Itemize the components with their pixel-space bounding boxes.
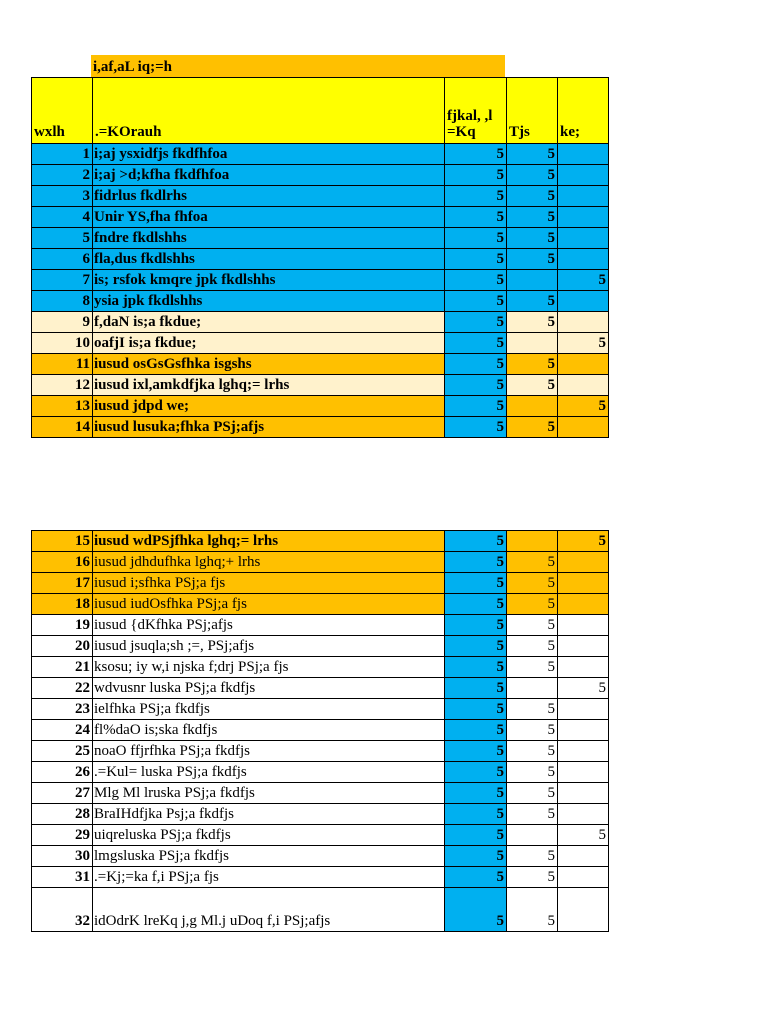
table-row	[32, 699, 609, 720]
row-number: 19	[32, 615, 93, 636]
table-row	[32, 312, 609, 333]
row-value-c: 5	[445, 846, 507, 867]
row-value-e	[558, 804, 609, 825]
table-row	[32, 186, 609, 207]
row-name: lmgsluska PSj;a fkdfjs	[93, 846, 445, 867]
row-name: fl%daO is;ska fkdfjs	[93, 720, 445, 741]
table-row	[32, 741, 609, 762]
row-value-e: 5	[558, 531, 609, 552]
row-value-c: 5	[445, 804, 507, 825]
header-d: Tjs	[507, 78, 558, 144]
table-row	[32, 531, 609, 552]
table-row	[32, 615, 609, 636]
row-value-c: 5	[445, 333, 507, 354]
row-value-e	[558, 741, 609, 762]
row-value-e: 5	[558, 396, 609, 417]
row-name: oafjI is;a fkdue;	[93, 333, 445, 354]
row-value-c: 5	[445, 144, 507, 165]
row-number: 3	[32, 186, 93, 207]
row-value-c: 5	[445, 657, 507, 678]
row-value-e	[558, 867, 609, 888]
row-value-d: 5	[507, 867, 558, 888]
row-value-c: 5	[445, 531, 507, 552]
row-value-d: 5	[507, 594, 558, 615]
row-number: 27	[32, 783, 93, 804]
table-row	[32, 594, 609, 615]
row-name: iusud lusuka;fhka PSj;afjs	[93, 417, 445, 438]
table-row	[32, 228, 609, 249]
row-value-e	[558, 720, 609, 741]
table-row	[32, 354, 609, 375]
row-number: 30	[32, 846, 93, 867]
table-row	[32, 552, 609, 573]
table-row	[32, 375, 609, 396]
row-name: iusud wdPSjfhka lghq;= lrhs	[93, 531, 445, 552]
row-name: iusud {dKfhka PSj;afjs	[93, 615, 445, 636]
row-name: ksosu; iy w,i njska f;drj PSj;a fjs	[93, 657, 445, 678]
row-value-d: 5	[507, 846, 558, 867]
row-number: 12	[32, 375, 93, 396]
row-value-c: 5	[445, 249, 507, 270]
row-value-c: 5	[445, 375, 507, 396]
row-value-e	[558, 594, 609, 615]
row-number: 10	[32, 333, 93, 354]
row-value-e	[558, 762, 609, 783]
row-value-e: 5	[558, 333, 609, 354]
table-part-2	[31, 530, 609, 932]
row-value-c: 5	[445, 720, 507, 741]
row-name: ielfhka PSj;a fkdfjs	[93, 699, 445, 720]
row-value-e	[558, 573, 609, 594]
header-name: .=KOrauh	[93, 78, 445, 144]
row-value-d: 5	[507, 762, 558, 783]
row-number: 21	[32, 657, 93, 678]
table-part-1	[31, 77, 609, 438]
header-c: fjkal, ,l =Kq	[445, 78, 507, 144]
row-number: 25	[32, 741, 93, 762]
row-value-e	[558, 312, 609, 333]
table-row	[32, 270, 609, 291]
row-value-d: 5	[507, 783, 558, 804]
row-name: iusud iudOsfhka PSj;a fjs	[93, 594, 445, 615]
row-name: uiqreluska PSj;a fkdfjs	[93, 825, 445, 846]
row-value-c: 5	[445, 594, 507, 615]
row-value-d: 5	[507, 615, 558, 636]
row-value-e: 5	[558, 825, 609, 846]
row-number: 9	[32, 312, 93, 333]
row-value-e	[558, 354, 609, 375]
row-value-c: 5	[445, 741, 507, 762]
row-value-e	[558, 783, 609, 804]
row-value-d: 5	[507, 636, 558, 657]
row-value-d: 5	[507, 249, 558, 270]
table-row	[32, 207, 609, 228]
row-value-e	[558, 699, 609, 720]
row-number: 31	[32, 867, 93, 888]
table-row	[32, 291, 609, 312]
row-value-e	[558, 657, 609, 678]
row-value-d: 5	[507, 888, 558, 932]
row-name: iusud jsuqla;sh ;=, PSj;afjs	[93, 636, 445, 657]
table-row	[32, 573, 609, 594]
row-number: 5	[32, 228, 93, 249]
row-value-c: 5	[445, 888, 507, 932]
row-value-e	[558, 165, 609, 186]
row-name: .=Kul= luska PSj;a fkdfjs	[93, 762, 445, 783]
row-value-d: 5	[507, 165, 558, 186]
row-value-e	[558, 144, 609, 165]
table-row	[32, 846, 609, 867]
row-value-e	[558, 228, 609, 249]
row-value-d	[507, 531, 558, 552]
header-no: wxlh	[32, 78, 93, 144]
row-number: 18	[32, 594, 93, 615]
row-value-e	[558, 846, 609, 867]
row-name: fla,dus fkdlshhs	[93, 249, 445, 270]
table-row	[32, 396, 609, 417]
row-number: 26	[32, 762, 93, 783]
row-value-c: 5	[445, 615, 507, 636]
row-value-c: 5	[445, 699, 507, 720]
row-value-d	[507, 678, 558, 699]
row-name: fidrlus fkdlrhs	[93, 186, 445, 207]
row-value-d: 5	[507, 741, 558, 762]
row-value-d: 5	[507, 144, 558, 165]
sheet-title: i,af,aL iq;=h	[91, 55, 505, 77]
row-name: fndre fkdlshhs	[93, 228, 445, 249]
row-value-d: 5	[507, 552, 558, 573]
table-row	[32, 720, 609, 741]
row-name: noaO ffjrfhka PSj;a fkdfjs	[93, 741, 445, 762]
table-row	[32, 783, 609, 804]
table-row	[32, 333, 609, 354]
row-number: 15	[32, 531, 93, 552]
row-value-e	[558, 291, 609, 312]
row-value-d: 5	[507, 228, 558, 249]
table-row	[32, 804, 609, 825]
table-row	[32, 657, 609, 678]
row-value-d: 5	[507, 573, 558, 594]
row-value-e: 5	[558, 678, 609, 699]
row-name: iusud osGsGsfhka isgshs	[93, 354, 445, 375]
row-value-c: 5	[445, 867, 507, 888]
row-number: 13	[32, 396, 93, 417]
row-number: 23	[32, 699, 93, 720]
row-name: idOdrK lreKq j,g Ml.j uDoq f,i PSj;afjs	[93, 888, 445, 932]
row-value-e	[558, 888, 609, 932]
table-row	[32, 249, 609, 270]
row-name: f,daN is;a fkdue;	[93, 312, 445, 333]
table-row	[32, 417, 609, 438]
row-value-c: 5	[445, 354, 507, 375]
row-name: ysia jpk fkdlshhs	[93, 291, 445, 312]
row-value-e: 5	[558, 270, 609, 291]
row-name: iusud ixl,amkdfjka lghq;= lrhs	[93, 375, 445, 396]
row-number: 8	[32, 291, 93, 312]
row-number: 11	[32, 354, 93, 375]
row-value-d: 5	[507, 186, 558, 207]
row-name: i;aj ysxidfjs fkdfhfoa	[93, 144, 445, 165]
table-row	[32, 678, 609, 699]
row-name: is; rsfok kmqre jpk fkdlshhs	[93, 270, 445, 291]
row-value-d	[507, 270, 558, 291]
table-row	[32, 636, 609, 657]
row-value-c: 5	[445, 228, 507, 249]
row-value-d: 5	[507, 804, 558, 825]
row-value-e	[558, 615, 609, 636]
row-name: Mlg Ml lruska PSj;a fkdfjs	[93, 783, 445, 804]
row-value-d: 5	[507, 720, 558, 741]
row-value-d	[507, 396, 558, 417]
row-number: 32	[32, 888, 93, 932]
row-value-c: 5	[445, 291, 507, 312]
row-value-d: 5	[507, 417, 558, 438]
row-value-c: 5	[445, 207, 507, 228]
row-value-c: 5	[445, 396, 507, 417]
row-value-d: 5	[507, 699, 558, 720]
table-row	[32, 867, 609, 888]
row-value-e	[558, 552, 609, 573]
row-number: 6	[32, 249, 93, 270]
row-value-c: 5	[445, 825, 507, 846]
row-number: 29	[32, 825, 93, 846]
row-value-d: 5	[507, 354, 558, 375]
row-number: 1	[32, 144, 93, 165]
row-value-e	[558, 417, 609, 438]
row-value-d: 5	[507, 312, 558, 333]
table-row	[32, 144, 609, 165]
row-value-e	[558, 375, 609, 396]
table-row	[32, 825, 609, 846]
row-value-c: 5	[445, 417, 507, 438]
row-number: 14	[32, 417, 93, 438]
row-number: 2	[32, 165, 93, 186]
row-value-d: 5	[507, 657, 558, 678]
row-number: 4	[32, 207, 93, 228]
row-name: iusud jdpd we;	[93, 396, 445, 417]
row-value-c: 5	[445, 783, 507, 804]
row-name: wdvusnr luska PSj;a fkdfjs	[93, 678, 445, 699]
row-value-c: 5	[445, 270, 507, 291]
row-number: 28	[32, 804, 93, 825]
row-value-c: 5	[445, 165, 507, 186]
row-value-c: 5	[445, 312, 507, 333]
row-value-d: 5	[507, 291, 558, 312]
row-name: Unir YS,fha fhfoa	[93, 207, 445, 228]
row-value-e	[558, 636, 609, 657]
row-name: i;aj >d;kfha fkdfhfoa	[93, 165, 445, 186]
row-name: iusud i;sfhka PSj;a fjs	[93, 573, 445, 594]
row-number: 20	[32, 636, 93, 657]
row-value-e	[558, 249, 609, 270]
table-row	[32, 762, 609, 783]
row-name: .=Kj;=ka f,i PSj;a fjs	[93, 867, 445, 888]
row-value-c: 5	[445, 762, 507, 783]
row-name: iusud jdhdufhka lghq;+ lrhs	[93, 552, 445, 573]
header-row	[32, 78, 609, 144]
row-value-c: 5	[445, 678, 507, 699]
row-value-c: 5	[445, 552, 507, 573]
header-e: ke;	[558, 78, 609, 144]
row-value-c: 5	[445, 573, 507, 594]
row-number: 17	[32, 573, 93, 594]
row-value-d: 5	[507, 375, 558, 396]
row-value-e	[558, 186, 609, 207]
table-row	[32, 165, 609, 186]
row-value-d	[507, 333, 558, 354]
row-value-d	[507, 825, 558, 846]
row-number: 16	[32, 552, 93, 573]
row-number: 22	[32, 678, 93, 699]
row-value-c: 5	[445, 186, 507, 207]
row-number: 7	[32, 270, 93, 291]
row-number: 24	[32, 720, 93, 741]
row-value-e	[558, 207, 609, 228]
table-row	[32, 888, 609, 932]
row-value-c: 5	[445, 636, 507, 657]
row-value-d: 5	[507, 207, 558, 228]
row-name: BraIHdfjka Psj;a fkdfjs	[93, 804, 445, 825]
